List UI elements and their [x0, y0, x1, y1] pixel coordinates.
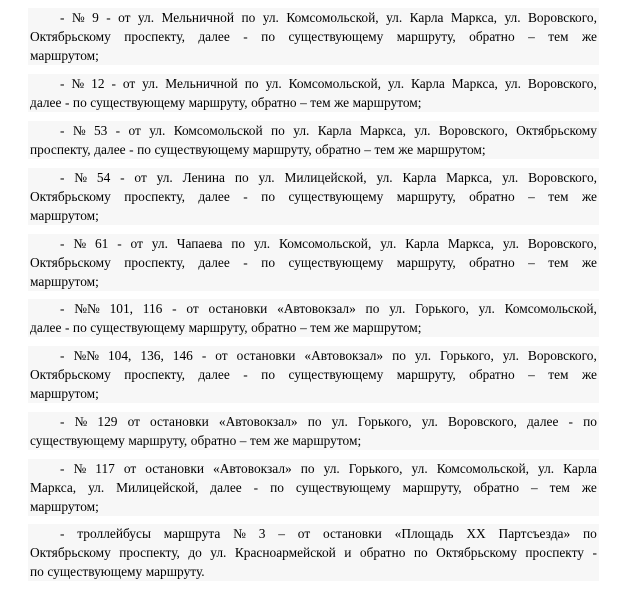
text-line: существующему маршруту, обратно – тем же маршрутом;	[30, 433, 362, 448]
route-paragraph	[28, 168, 599, 225]
route-paragraph	[28, 412, 599, 450]
text-line: - троллейбусы маршрута № 3 – от остановки «Площадь XX Партсъезда» по	[60, 526, 597, 541]
text-line: - №№ 104, 136, 146 - от остановки «Автовокзал» по ул. Горького, ул. Воровского,	[60, 348, 597, 363]
text-line: - № 61 - от ул. Чапаева по ул. Комсомольской, ул. Карла Маркса, ул. Воровского,	[60, 236, 597, 251]
route-paragraph	[28, 299, 599, 337]
text-line: Октябрьскому проспекту, до ул. Красноармейской и обратно по Октябрьскому проспекту -	[30, 545, 597, 560]
route-paragraph	[28, 346, 599, 403]
route-paragraph	[28, 121, 599, 159]
text-line: далее - по существующему маршруту, обратно – тем же маршрутом;	[30, 320, 422, 335]
text-line: - № 9 - от ул. Мельничной по ул. Комсомольской, ул. Карла Маркса, ул. Воровского,	[60, 10, 597, 25]
text-line: Октябрьскому проспекту, далее - по существующему маршруту, обратно – тем же	[30, 29, 597, 44]
route-paragraph	[28, 74, 599, 112]
text-line: маршрутом;	[30, 499, 99, 514]
text-line: - № 53 - от ул. Комсомольской по ул. Карла Маркса, ул. Воровского, Октябрьскому	[60, 123, 597, 138]
text-line: - №№ 101, 116 - от остановки «Автовокзал» по ул. Горького, ул. Комсомольской,	[60, 301, 597, 316]
route-paragraph	[28, 234, 599, 291]
route-paragraph	[28, 8, 599, 65]
text-line: Октябрьскому проспекту, далее - по существующему маршруту, обратно – тем же	[30, 255, 597, 270]
text-line: маршрутом;	[30, 208, 99, 223]
text-line: - № 12 - от ул. Мельничной по ул. Комсомольской, ул. Карла Маркса, ул. Воровского,	[60, 76, 597, 91]
text-line: Октябрьскому проспекту, далее - по существующему маршруту, обратно – тем же	[30, 367, 597, 382]
text-line: маршрутом;	[30, 386, 99, 401]
text-line: далее - по существующему маршруту, обратно – тем же маршрутом;	[30, 95, 422, 110]
text-line: Маркса, ул. Милицейской, далее - по существующему маршруту, обратно – тем же	[30, 480, 597, 495]
text-line: проспекту, далее - по существующему маршруту, обратно – тем же маршрутом;	[30, 142, 486, 157]
text-line: Октябрьскому проспекту, далее - по существующему маршруту, обратно – тем же	[30, 189, 597, 204]
text-line: - № 117 от остановки «Автовокзал» по ул. Горького, ул. Комсомольской, ул. Карла	[60, 461, 597, 476]
text-line: - № 54 - от ул. Ленина по ул. Милицейской, ул. Карла Маркса, ул. Воровского,	[60, 170, 597, 185]
text-line: - № 129 от остановки «Автовокзал» по ул. Горького, ул. Воровского, далее - по	[60, 414, 597, 429]
route-paragraph	[28, 459, 599, 516]
text-line: маршрутом;	[30, 48, 99, 63]
text-line: по существующему маршруту.	[30, 564, 205, 579]
route-paragraph	[28, 524, 599, 581]
text-line: маршрутом;	[30, 274, 99, 289]
